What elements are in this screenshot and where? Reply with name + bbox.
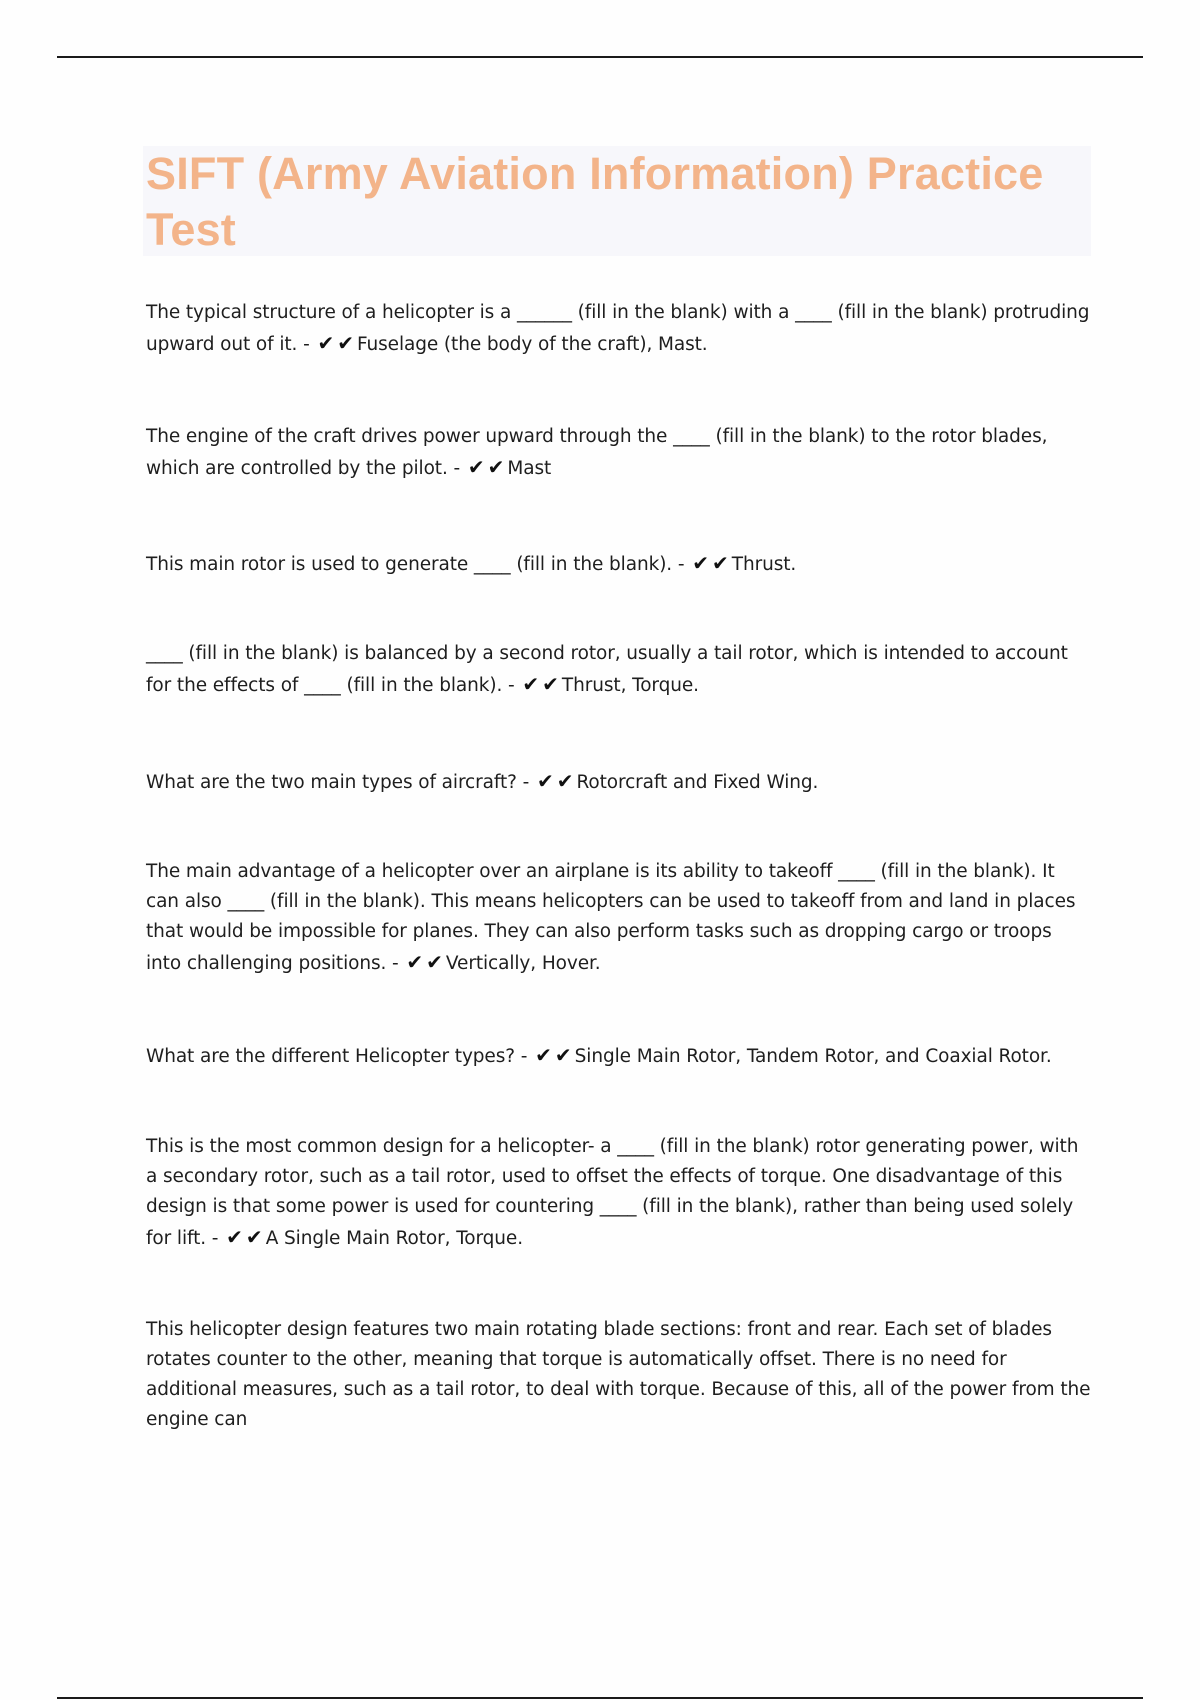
qa-entry: [146, 766, 1091, 798]
answer-text: Rotorcraft and Fixed Wing.: [576, 772, 819, 793]
bottom-rule: [57, 1697, 1143, 1699]
question-text: The engine of the craft drives power upward through the ____ (fill in the blank) to the rotor blades, which are controlled by the pilot. -: [146, 426, 1048, 479]
top-rule: [57, 56, 1143, 58]
qa-entry: [146, 548, 1091, 580]
question-text: This helicopter design features two main rotating blade sections: front and rear. Each set of blades rotates counter to the other, meaning that torque is automatically offset. There is no need for additional measures, such as a tail rotor, to deal with torque. Because of this, all of the power from the engine can: [146, 1319, 1091, 1430]
qa-entry: [146, 422, 1091, 484]
document-title: SIFT (Army Aviation Information) Practice Test: [146, 148, 1044, 255]
qa-entry: [146, 1315, 1091, 1435]
answer-text: Vertically, Hover.: [445, 953, 601, 974]
qa-entry: [146, 857, 1091, 979]
qa-entry: [146, 298, 1091, 360]
answer-text: Thrust, Torque.: [561, 675, 699, 696]
qa-entry: [146, 1040, 1091, 1072]
qa-entry: [146, 639, 1091, 701]
answer-text: Thrust.: [731, 554, 797, 575]
check-icon: ✔✔: [467, 455, 508, 479]
check-icon: ✔✔: [317, 331, 357, 355]
qa-entry: [146, 1132, 1091, 1254]
check-icon: ✔✔: [406, 950, 446, 974]
answer-text: Mast: [507, 458, 552, 479]
check-icon: ✔✔: [692, 551, 732, 575]
question-text: This is the most common design for a helicopter- a ____ (fill in the blank) rotor generating power, with a secondary rotor, such as a tail rotor, used to offset the effects of torque. One disadvantage of this design is that some power is used for countering ____ (fill in the blank), rather than being used solely for lift. -: [146, 1136, 1079, 1249]
question-text: ____ (fill in the blank) is balanced by a second rotor, usually a tail rotor, which is intended to account for the effects of ____ (fill in the blank). -: [146, 643, 1068, 696]
question-text: What are the two main types of aircraft? -: [146, 772, 530, 793]
answer-text: Single Main Rotor, Tandem Rotor, and Coaxial Rotor.: [574, 1046, 1052, 1067]
question-text: The typical structure of a helicopter is a ______ (fill in the blank) with a ____ (fill in the blank) protruding upward out of it. -: [146, 302, 1090, 355]
answer-text: A Single Main Rotor, Torque.: [265, 1228, 523, 1249]
answer-text: Fuselage (the body of the craft), Mast.: [356, 334, 708, 355]
question-text: The main advantage of a helicopter over an airplane is its ability to takeoff ____ (fill in the blank). It can also ____ (fill in the blank). This means helicopters can be used to takeoff from and land in places that would be impossible for planes. They can also perform tasks such as dropping cargo or troops into challenging positions. -: [146, 861, 1076, 974]
question-text: What are the different Helicopter types? -: [146, 1046, 528, 1067]
check-icon: ✔✔: [535, 1043, 575, 1067]
question-text: This main rotor is used to generate ____ (fill in the blank). -: [146, 554, 685, 575]
check-icon: ✔✔: [522, 672, 562, 696]
check-icon: ✔✔: [226, 1225, 266, 1249]
check-icon: ✔✔: [536, 769, 577, 793]
